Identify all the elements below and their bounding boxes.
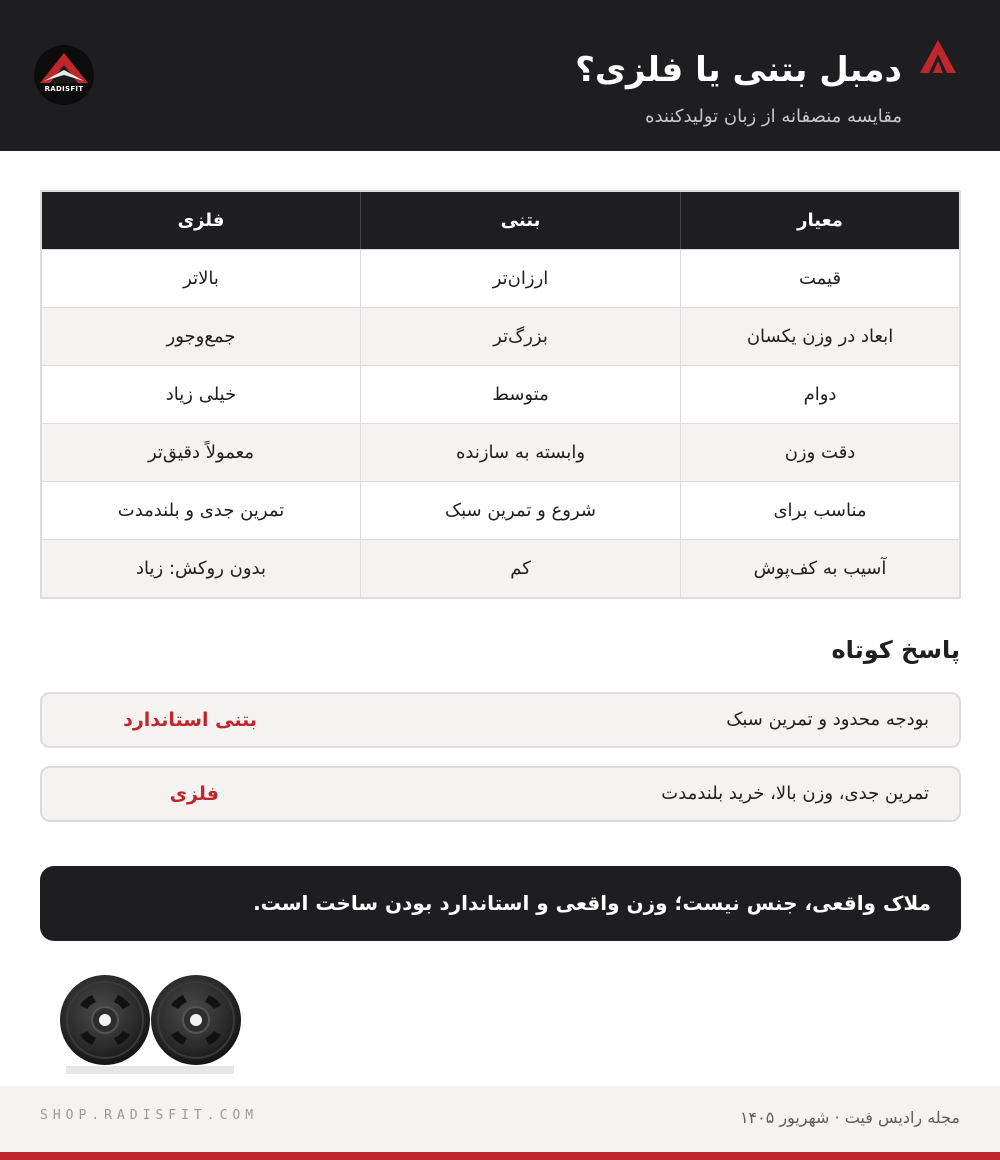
table-cell: وابسته به سازنده (360, 424, 680, 481)
footer-accent-bar (0, 1152, 1000, 1160)
answer-recommendation: فلزی (169, 783, 219, 805)
table-cell: کم (360, 540, 680, 597)
answer-question: تمرین جدی، وزن بالا، خرید بلندمدت (661, 783, 929, 804)
page-subtitle: مقایسه منصفانه از زبان تولیدکننده (645, 106, 902, 127)
table-cell: قیمت (680, 250, 959, 307)
footer-url-link[interactable]: SHOP.RADISFIT.COM (40, 1108, 259, 1123)
answer-question: بودجه محدود و تمرین سبک (726, 709, 929, 730)
answer-recommendation: بتنی استاندارد (123, 709, 257, 731)
footer-credit: مجله رادیس فیت · شهریور ۱۴۰۵ (739, 1108, 960, 1127)
image-shadow (66, 1066, 234, 1074)
weight-plate-icon (60, 975, 150, 1065)
logo-text: RADISFIT (44, 85, 84, 93)
table-row (42, 249, 959, 307)
table-cell: متوسط (360, 366, 680, 423)
table-cell: بزرگ‌تر (360, 308, 680, 365)
comparison-table (40, 190, 961, 599)
table-header-cell: معیار (680, 192, 959, 249)
table-cell: معمولاً دقیق‌تر (147, 442, 255, 463)
header (0, 0, 1000, 151)
table-cell: ابعاد در وزن یکسان (680, 308, 959, 365)
table-cell: آسیب به کف‌پوش (680, 540, 959, 597)
table-row (42, 481, 959, 539)
table-header-cell: بتنی (360, 192, 680, 249)
table-cell: ارزان‌تر (360, 250, 680, 307)
brand-chevron-icon (920, 40, 956, 74)
table-cell: دقت وزن (680, 424, 959, 481)
table-cell: خیلی زیاد (165, 384, 237, 405)
answer-card (40, 766, 961, 822)
table-cell: دوام (680, 366, 959, 423)
conclusion-callout (40, 866, 961, 941)
answer-card (40, 692, 961, 748)
radisfit-logo-icon[interactable] (34, 45, 94, 105)
table-cell: شروع و تمرین سبک (360, 482, 680, 539)
short-answer-heading: پاسخ کوتاه (831, 636, 960, 664)
logo-triangle-icon (34, 45, 94, 105)
table-row (42, 539, 959, 597)
table-cell: مناسب برای (680, 482, 959, 539)
page-title: دمبل بتنی یا فلزی؟ (575, 50, 902, 90)
conclusion-text: ملاک واقعی، جنس نیست؛ وزن واقعی و استاندارد بودن ساخت است. (253, 891, 931, 915)
weight-plates-image (58, 970, 244, 1078)
table-header-cell: فلزی (177, 210, 225, 231)
table-header-row (42, 192, 959, 249)
table-row (42, 423, 959, 481)
table-row (42, 307, 959, 365)
weight-plate-icon (151, 975, 241, 1065)
table-cell: بدون روکش: زیاد (136, 558, 266, 579)
table-cell: تمرین جدی و بلندمدت (117, 500, 285, 521)
table-cell: بالاتر (183, 268, 219, 289)
table-row (42, 365, 959, 423)
table-cell: جمع‌وجور (166, 326, 236, 347)
